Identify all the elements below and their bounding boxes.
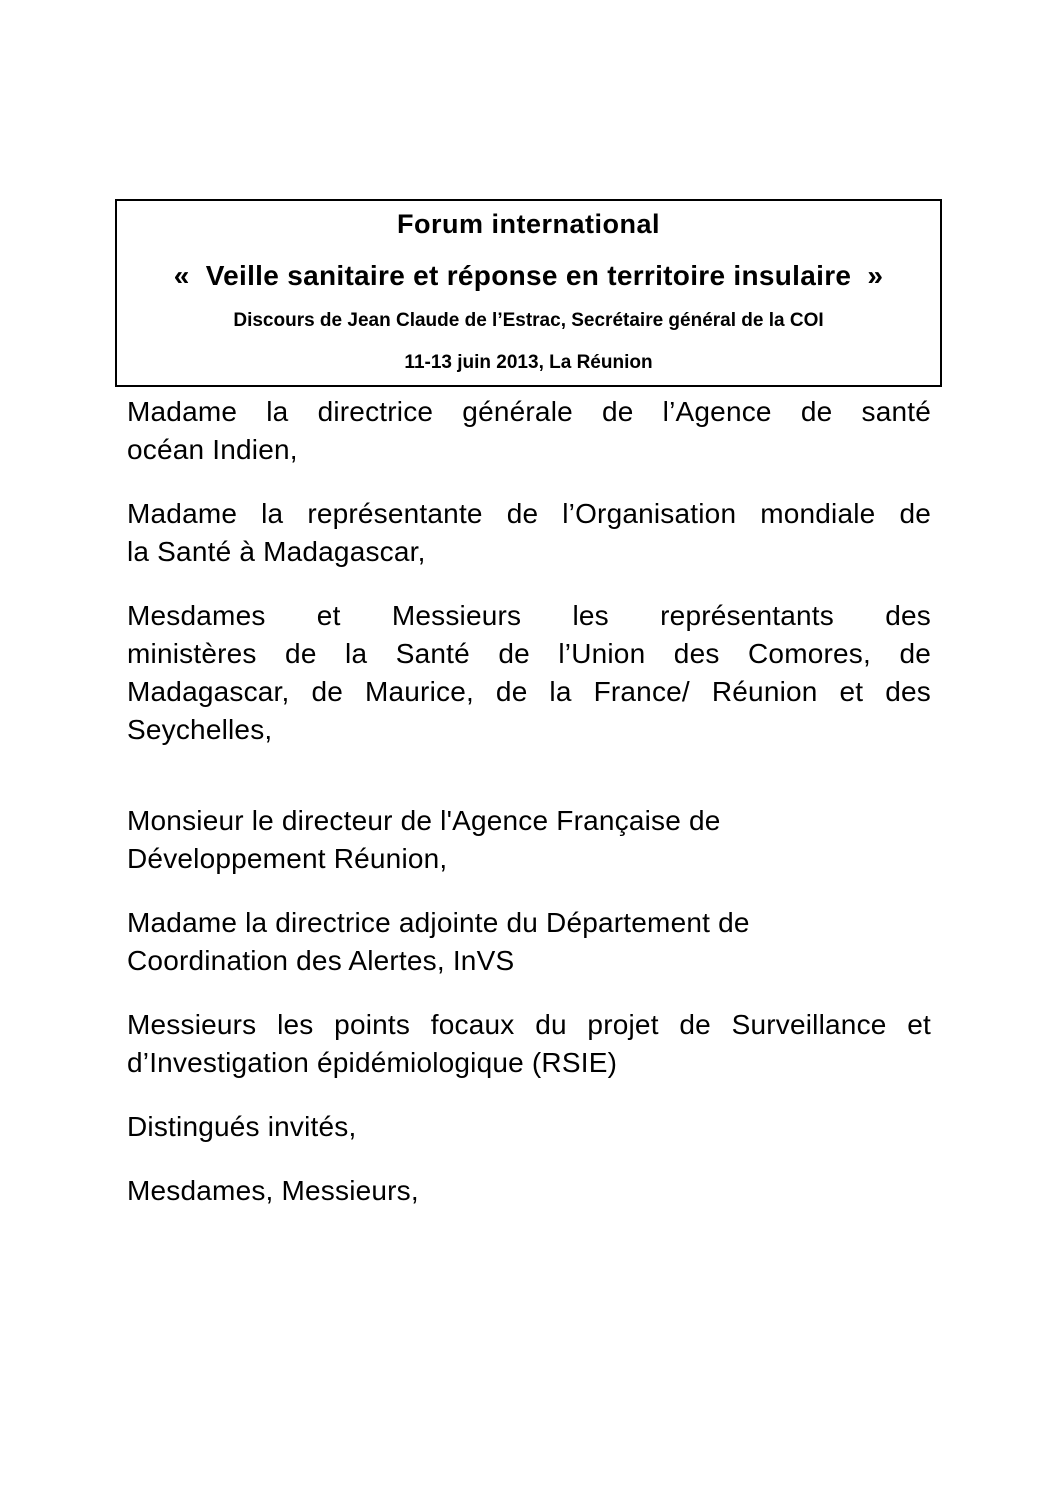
text-line: Seychelles, bbox=[127, 714, 273, 745]
text-line: Coordination des Alertes, InVS bbox=[127, 945, 515, 976]
event-date-location: 11-13 juin 2013, La Réunion bbox=[404, 352, 653, 373]
paragraph bbox=[127, 393, 931, 469]
paragraph bbox=[127, 1108, 931, 1146]
text-line: Distingués invités, bbox=[127, 1111, 357, 1142]
speech-credit: Discours de Jean Claude de l’Estrac, Secrétaire général de la COI bbox=[233, 310, 824, 331]
paragraph-spacer bbox=[127, 775, 931, 802]
text-line: Développement Réunion, bbox=[127, 843, 448, 874]
text-line: Madame la directrice adjointe du Département de bbox=[127, 907, 750, 938]
text-line: Madame la représentante de l’Organisation mondiale de bbox=[127, 498, 931, 529]
text-line: Madagascar, de Maurice, de la France/ Réunion et des bbox=[127, 676, 931, 707]
text-line: Monsieur le directeur de l'Agence Française de bbox=[127, 805, 721, 836]
text-line: ministères de la Santé de l’Union des Comores, de bbox=[127, 638, 931, 669]
paragraph bbox=[127, 802, 931, 878]
text-line: océan Indien, bbox=[127, 434, 298, 465]
text-line: Mesdames et Messieurs les représentants des bbox=[127, 600, 931, 631]
forum-title: Forum international bbox=[396, 209, 660, 239]
paragraph bbox=[127, 1006, 931, 1082]
header-box bbox=[115, 199, 942, 387]
text-line: Mesdames, Messieurs, bbox=[127, 1175, 419, 1206]
forum-subtitle: « Veille sanitaire et réponse en territoire insulaire » bbox=[173, 260, 884, 291]
paragraph bbox=[127, 904, 931, 980]
text-line: Madame la directrice générale de l’Agence de santé bbox=[127, 396, 931, 427]
text-line: d’Investigation épidémiologique (RSIE) bbox=[127, 1047, 618, 1078]
paragraph bbox=[127, 495, 931, 571]
text-line: la Santé à Madagascar, bbox=[127, 536, 426, 567]
paragraph bbox=[127, 1172, 931, 1210]
paragraph bbox=[127, 597, 931, 749]
text-line: Messieurs les points focaux du projet de Surveillance et bbox=[127, 1009, 931, 1040]
document-body bbox=[127, 393, 931, 1236]
